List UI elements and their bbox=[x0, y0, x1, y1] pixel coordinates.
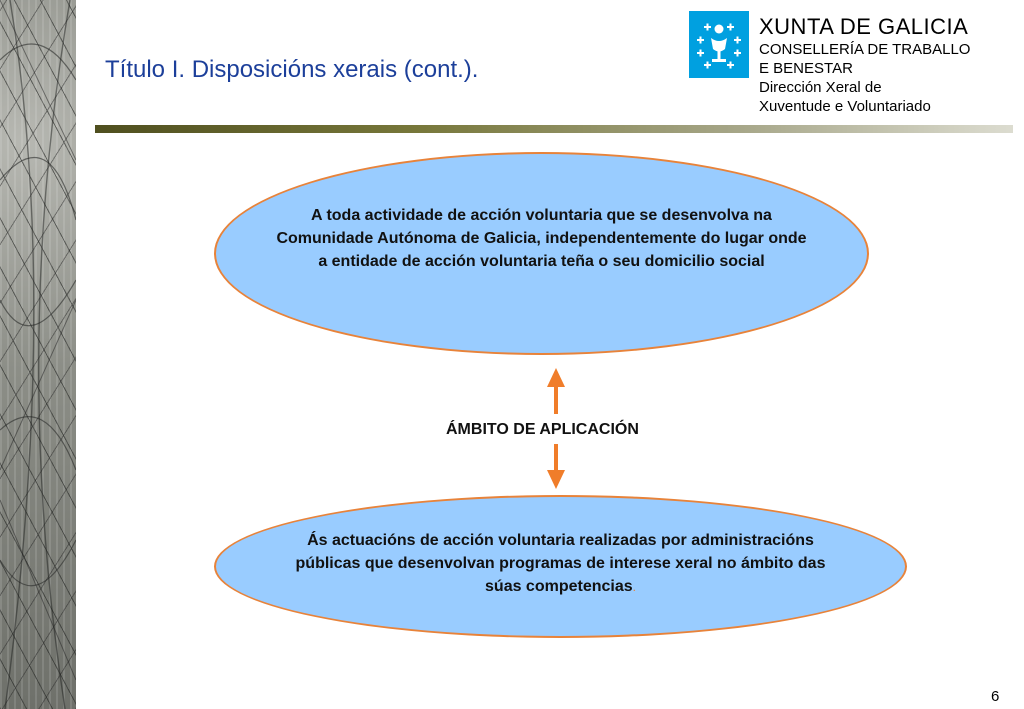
department-line-1: CONSELLERÍA DE TRABALLO bbox=[759, 41, 971, 58]
page-number: 6 bbox=[991, 688, 1000, 705]
xunta-galicia-emblem-icon bbox=[689, 11, 749, 78]
header-divider bbox=[95, 125, 1013, 133]
scope-bottom-text-end: . bbox=[632, 579, 636, 594]
directorate-line-2: Xuventude e Voluntariado bbox=[759, 98, 931, 115]
scope-ellipse-bottom bbox=[214, 495, 907, 638]
org-name: XUNTA DE GALICIA bbox=[759, 14, 969, 39]
organization-header bbox=[759, 14, 970, 116]
strip-pattern-icon bbox=[0, 0, 76, 709]
scope-label: ÁMBITO DE APLICACIÓN bbox=[446, 421, 639, 438]
scope-ellipse-top-text bbox=[272, 204, 812, 273]
decorative-side-strip bbox=[0, 0, 76, 709]
scope-top-text-end: domicilio social bbox=[644, 253, 765, 270]
department-line-2: E BENESTAR bbox=[759, 60, 853, 77]
directorate-line-1: Dirección Xeral de bbox=[759, 79, 882, 96]
scope-ellipse-top bbox=[214, 152, 869, 355]
slide-title: Título I. Disposicións xerais (cont.). bbox=[105, 56, 479, 83]
scope-bottom-text-main: Ás actuacións de acción voluntaria realizadas por administracións públicas que desenvolvan programas de interese xeral no ámbito das súas competencias bbox=[295, 531, 826, 595]
scope-top-text-main: A toda actividade de acción voluntaria que se desenvolva na Comunidade Autónoma de Galicia, independentemente do lugar onde a entidade de acción voluntaria teña o seu bbox=[276, 207, 807, 270]
scope-ellipse-bottom-text bbox=[291, 529, 831, 599]
